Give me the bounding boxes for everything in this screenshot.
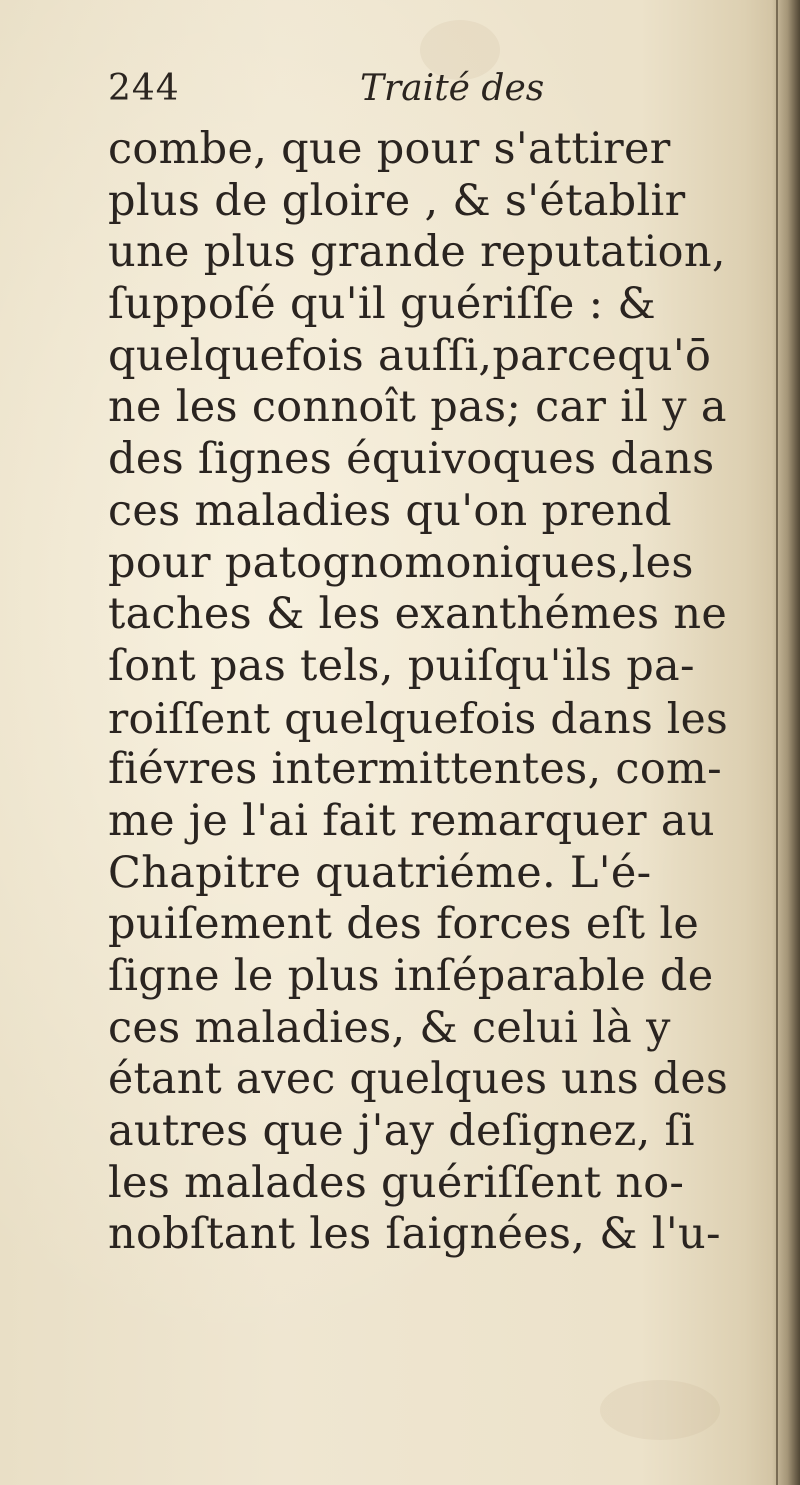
running-head: Traité des [360, 68, 545, 109]
text-line: ſuppoſé qu'il guériſſe : & [108, 279, 656, 330]
text-line: taches & les exanthémes ne [108, 589, 728, 640]
text-line: puiſement des forces eſt le [108, 899, 700, 950]
text-line: fiévres intermittentes, com- [108, 744, 722, 795]
body-text [108, 124, 728, 1261]
text-line: une plus grande reputation, [108, 227, 726, 278]
text-line: ces maladies, & celui là y [108, 1002, 671, 1053]
text-line: étant avec quelques uns des [108, 1054, 729, 1105]
page-number: 244 [108, 68, 180, 109]
text-line: nobſtant les ſaignées, & l'u- [108, 1209, 721, 1260]
text-line: roiſſent quelquefois dans les [108, 693, 729, 743]
text-line: plus de gloire , & s'établir [108, 175, 686, 226]
text-line: ſont pas tels, puiſqu'ils pa- [108, 640, 695, 691]
text-line: autres que j'ay deſignez, ſi [108, 1106, 695, 1157]
text-line: ne les connoît pas; car il y a [108, 382, 727, 433]
page-edge [776, 0, 778, 1485]
text-line: Chapitre quatriéme. L'é- [108, 847, 652, 898]
page-header [108, 68, 668, 118]
text-line: les malades guériſſent no- [108, 1157, 685, 1208]
paper-stain [600, 1380, 720, 1440]
text-line: combe, que pour s'attirer [108, 124, 671, 174]
text-line: ſigne le plus inſéparable de [108, 951, 714, 1001]
text-line: des ſignes équivoques dans [108, 434, 715, 485]
text-line: pour patognomoniques,les [108, 537, 694, 588]
text-line: me je l'ai fait remarquer au [108, 795, 715, 846]
text-line: ces maladies qu'on prend [108, 485, 672, 536]
text-line: quelquefois auſſi,parcequ'ō [108, 330, 712, 381]
